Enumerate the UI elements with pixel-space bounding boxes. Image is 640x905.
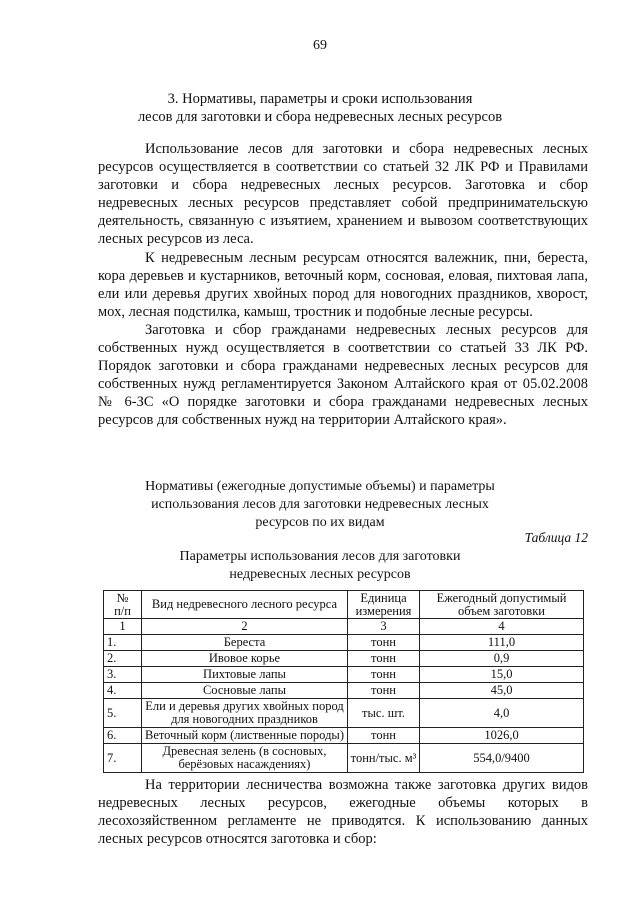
table-label: Таблица 12 <box>524 530 588 545</box>
section-heading-line: лесов для заготовки и сбора недревесных лесных ресурсов <box>137 109 503 125</box>
row-volume: 554,0/9400 <box>420 744 584 773</box>
table-row <box>104 699 584 728</box>
table-caption-line: недревесных лесных ресурсов <box>229 567 411 582</box>
paragraph: К недревесным лесным ресурсам относятся валежник, пни, береста, кора деревьев и кустарников, веточный корм, сосновая, еловая, пихтовая лапа, ели или деревья других хвойных пород для новогодних праздников, хворост, мох, лесная подстилка, камыш, тростник и подобные лесные ресурсы. <box>98 249 588 320</box>
row-unit: тонн <box>348 683 420 699</box>
row-resource <box>142 744 348 773</box>
row-num: 7. <box>104 744 142 773</box>
table-title-line: Нормативы (ежегодные допустимые объемы) и параметры <box>145 479 495 494</box>
header-unit <box>348 591 420 619</box>
paragraph: Использование лесов для заготовки и сбора недревесных лесных ресурсов осуществляется в соответствии со статьей 32 ЛК РФ и Правилами заготовки и сбора недревесных лесных ресурсов. Заготовка и сбор недревесных лесных ресурсов представляет собой предпринимательскую деятельность, связанную с изъятием, хранением и вывозом соответствующих лесных ресурсов из леса. <box>98 141 588 248</box>
table-title <box>0 478 640 532</box>
row-num: 1. <box>104 635 142 651</box>
row-resource-line: Ели и деревья других хвойных пород <box>145 699 344 713</box>
row-volume: 1026,0 <box>420 728 584 744</box>
header-unit-line: Единица <box>360 591 407 605</box>
table-title-line: ресурсов по их видам <box>255 515 385 530</box>
header-num-line: № <box>116 591 129 605</box>
row-resource-line: Древесная зелень (в сосновых, <box>162 744 327 758</box>
row-volume: 15,0 <box>420 667 584 683</box>
row-resource: Ивовое корье <box>142 651 348 667</box>
row-unit: тонн <box>348 651 420 667</box>
section-heading <box>0 90 640 126</box>
paragraph: Заготовка и сбор гражданами недревесных лесных ресурсов для собственных нужд осуществляется в соответствии со статьей 33 ЛК РФ. Порядок заготовки и сбора гражданами недревесных лесных ресурсов для собственных нужд регламентируется Законом Алтайского края от 05.02.2008 № 6-ЗС «О порядке заготовки и сбора гражданами недревесных лесных ресурсов для собственных нужд на территории Алтайского края». <box>98 321 588 429</box>
row-volume: 0,9 <box>420 651 584 667</box>
row-num: 3. <box>104 667 142 683</box>
header-volume-line: Ежегодный допустимый <box>436 591 567 605</box>
row-volume: 111,0 <box>420 635 584 651</box>
row-num: 5. <box>104 699 142 728</box>
table-header-row <box>104 591 584 619</box>
row-num: 6. <box>104 728 142 744</box>
closing-text <box>98 776 588 848</box>
row-unit: тонн <box>348 667 420 683</box>
row-resource: Пихтовые лапы <box>142 667 348 683</box>
table-caption-line: Параметры использования лесов для заготовки <box>179 549 461 564</box>
row-unit: тонн <box>348 728 420 744</box>
table-row <box>104 635 584 651</box>
section-heading-line: 3. Нормативы, параметры и сроки использования <box>167 91 473 107</box>
row-volume: 4,0 <box>420 699 584 728</box>
table-title-line: использования лесов для заготовки недревесных лесных <box>151 497 489 512</box>
column-number: 2 <box>142 619 348 635</box>
row-volume: 45,0 <box>420 683 584 699</box>
row-num: 2. <box>104 651 142 667</box>
table-row <box>104 744 584 773</box>
row-resource: Береста <box>142 635 348 651</box>
header-volume <box>420 591 584 619</box>
row-resource: Веточный корм (лиственные породы) <box>142 728 348 744</box>
page-number: 69 <box>313 38 327 53</box>
row-resource <box>142 699 348 728</box>
table-caption <box>0 548 640 584</box>
header-num-line: п/п <box>114 603 131 618</box>
table-row <box>104 728 584 744</box>
column-number: 1 <box>104 619 142 635</box>
header-num <box>104 591 142 619</box>
column-number: 3 <box>348 619 420 635</box>
header-unit-line: измерения <box>355 603 412 618</box>
row-resource: Сосновые лапы <box>142 683 348 699</box>
row-unit: тонн <box>348 635 420 651</box>
header-resource: Вид недревесного лесного ресурса <box>142 591 348 619</box>
parameters-table <box>103 590 584 773</box>
table-row <box>104 667 584 683</box>
row-resource-line: для новогодних праздников <box>171 712 318 726</box>
header-volume-line: объем заготовки <box>458 603 545 618</box>
table-row <box>104 651 584 667</box>
column-number-row <box>104 619 584 635</box>
table-row <box>104 683 584 699</box>
closing-paragraph: На территории лесничества возможна также заготовка других видов недревесных лесных ресурсов, ежегодные объемы которых в лесохозяйственном регламенте не приводятся. К использованию данных лесных ресурсов относятся заготовка и сбор: <box>98 777 588 848</box>
row-unit: тонн/тыс. м³ <box>348 744 420 773</box>
row-unit: тыс. шт. <box>348 699 420 728</box>
column-number: 4 <box>420 619 584 635</box>
row-resource-line: берёзовых насаждениях) <box>178 757 311 771</box>
body-text <box>98 140 588 430</box>
row-num: 4. <box>104 683 142 699</box>
